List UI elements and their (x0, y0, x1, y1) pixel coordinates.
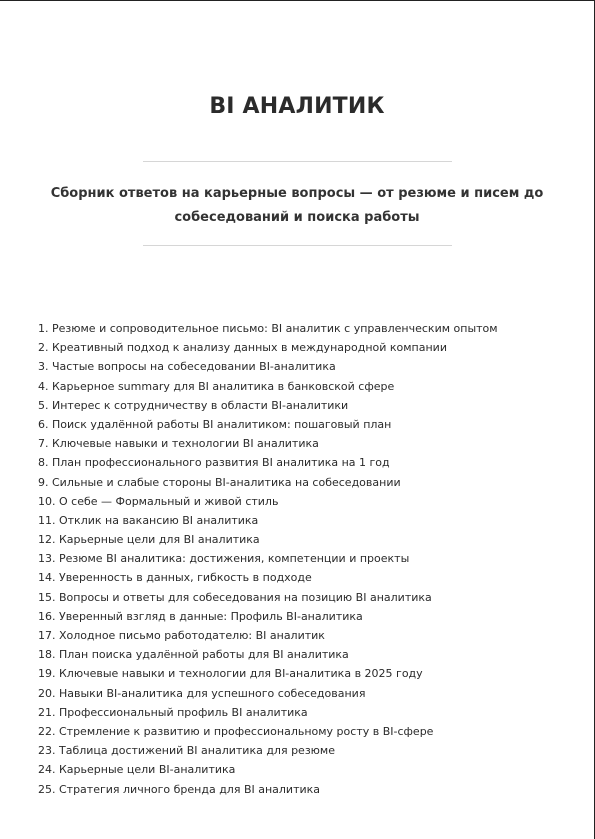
toc-item: 23. Таблица достижений BI аналитика для резюме (38, 744, 335, 758)
toc-item: 6. Поиск удалённой работы BI аналитиком: пошаговый план (38, 417, 392, 431)
toc-item: 22. Стремление к развитию и профессиональному росту в BI-сфере (38, 724, 434, 738)
toc-item: 19. Ключевые навыки и технологии для BI-аналитика в 2025 году (38, 667, 423, 681)
toc-item: 8. План профессионального развития BI аналитика на 1 год (38, 456, 390, 470)
toc-item: 4. Карьерное summary для BI аналитика в банковской сфере (38, 379, 395, 393)
toc-item: 18. План поиска удалённой работы для BI аналитика (38, 648, 349, 662)
toc-item: 12. Карьерные цели для BI аналитика (38, 533, 260, 547)
toc-item: 25. Стратегия личного бренда для BI аналитика (38, 782, 321, 796)
toc-item: 7. Ключевые навыки и технологии BI аналитика (38, 437, 319, 451)
document-title: BI АНАЛИТИК (209, 94, 385, 119)
toc-item: 21. Профессиональный профиль BI аналитика (38, 705, 308, 719)
toc-item: 20. Навыки BI-аналитика для успешного собеседования (38, 686, 366, 700)
document-subtitle: Сборник ответов на карьерные вопросы — от резюме и писем до собеседований и поиска работы (50, 186, 544, 225)
title-divider (143, 161, 452, 162)
toc-item: 3. Частые вопросы на собеседовании BI-аналитика (38, 360, 336, 374)
toc-item: 15. Вопросы и ответы для собеседования на позицию BI аналитика (38, 590, 432, 604)
toc-item: 11. Отклик на вакансию BI аналитика (38, 513, 259, 527)
toc-item: 10. О себе — Формальный и живой стиль (38, 494, 279, 508)
toc-item: 16. Уверенный взгляд в данные: Профиль BI-аналитика (38, 609, 363, 623)
table-of-contents (38, 319, 578, 799)
toc-item: 14. Уверенность в данных, гибкость в подходе (38, 571, 312, 585)
subtitle-divider (143, 245, 452, 246)
toc-item: 17. Холодное письмо работодателю: BI аналитик (38, 629, 325, 642)
toc-item: 24. Карьерные цели BI-аналитика (38, 763, 236, 777)
toc-item: 1. Резюме и сопроводительное письмо: BI аналитик с управленческим опытом (38, 322, 498, 335)
toc-item: 2. Креативный подход к анализу данных в международной компании (38, 341, 447, 355)
toc-item: 13. Резюме BI аналитика: достижения, компетенции и проекты (38, 552, 410, 566)
toc-item: 9. Сильные и слабые стороны BI-аналитика на собеседовании (38, 475, 401, 489)
toc-item: 5. Интерес к сотрудничеству в области BI-аналитики (38, 398, 349, 412)
